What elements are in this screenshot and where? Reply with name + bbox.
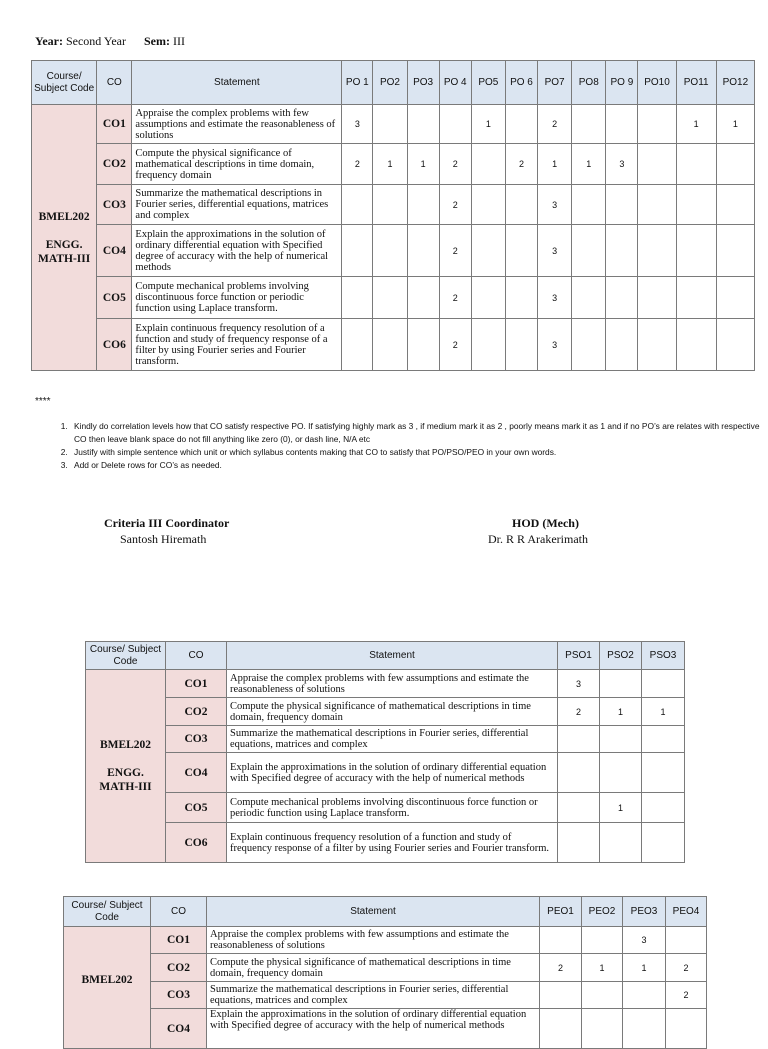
table-row [32,319,755,371]
co-code: CO1 [166,670,227,698]
pso-value: 2 [558,698,600,726]
co-code: CO2 [166,698,227,726]
po-value: 1 [572,144,606,185]
pso-header-row [86,642,685,670]
co-code: CO6 [97,319,132,371]
left-signatory-role: Criteria III Coordinator [104,516,230,530]
co-statement: Compute mechanical problems involving discontinuous force function or periodic function using Laplace transform. [227,793,558,823]
po-value: 2 [439,225,471,277]
po-value: 2 [505,144,537,185]
co-statement: Explain continuous frequency resolution of a function and study of frequency response of a filter by using Fourier series and Fourier transform. [132,319,342,371]
co-code: CO3 [151,982,207,1009]
po-value [572,277,606,319]
subject-name-line1: ENGG. [107,767,144,779]
po-header-row [32,61,755,105]
po-value [572,185,606,225]
co-statement: Explain continuous frequency resolution of a function and study of frequency response of a filter by using Fourier series and Fourier transform. [227,823,558,863]
instructions-list [52,420,760,472]
header-po5: PO5 [471,61,505,105]
co-code: CO1 [97,105,132,144]
header-po11: PO11 [676,61,716,105]
po-value [638,277,676,319]
po-value: 1 [716,105,754,144]
po-value: 2 [342,144,373,185]
peo-value [582,982,623,1009]
table-row [86,698,685,726]
header-co: CO [166,642,227,670]
header-course-code: Course/ Subject Code [86,642,166,670]
pso-table [85,641,685,863]
pso-value [558,823,600,863]
po-value [407,105,439,144]
po-value [676,277,716,319]
table-row [86,793,685,823]
po-value [407,185,439,225]
co-statement: Compute the physical significance of mathematical descriptions in time domain, frequency domain [132,144,342,185]
header-course-code: Course/ Subject Code [32,61,97,105]
po-value [676,185,716,225]
co-code: CO3 [97,185,132,225]
peo-value: 3 [623,927,666,954]
po-value [716,225,754,277]
peo-header-row [64,897,707,927]
sem-value: III [172,34,185,48]
pso-value [642,753,685,793]
po-value [373,319,407,371]
subject-name-line2: MATH-III [38,252,91,265]
pso-value [600,726,642,753]
header-peo1: PEO1 [540,897,582,927]
pso-value: 1 [642,698,685,726]
co-statement: Explain the approximations in the solution of ordinary differential equation with Specified degree of accuracy with the help of numerical methods [207,1009,540,1049]
po-value [606,319,638,371]
right-signatory-name: Dr. R R Arakerimath [488,532,588,546]
po-value [373,185,407,225]
co-code: CO4 [166,753,227,793]
header-po6: PO 6 [505,61,537,105]
po-value [471,144,505,185]
instruction-item: 3. Add or Delete rows for CO’s as needed. [70,459,760,472]
po-value [716,185,754,225]
po-value: 3 [538,319,572,371]
co-code: CO1 [151,927,207,954]
po-value [606,185,638,225]
header-peo3: PEO3 [623,897,666,927]
peo-value [540,982,582,1009]
po-value: 3 [606,144,638,185]
po-value [439,105,471,144]
peo-value [582,1009,623,1049]
co-statement: Appraise the complex problems with few assumptions and estimate the reasonableness of solutions [227,670,558,698]
po-value [407,277,439,319]
po-value [373,277,407,319]
table-row [64,927,707,954]
subject-name-line1: ENGG. [45,238,83,251]
po-value [572,319,606,371]
year-sem-line [35,34,185,49]
peo-value [623,1009,666,1049]
po-value: 1 [676,105,716,144]
po-value [505,105,537,144]
year-label: Year: [35,34,63,48]
co-statement: Appraise the complex problems with few assumptions and estimate the reasonableness of solutions [207,927,540,954]
po-value [471,319,505,371]
co-statement: Summarize the mathematical descriptions in Fourier series, differential equations, matrices and complex [207,982,540,1009]
po-value [373,225,407,277]
po-value [716,277,754,319]
header-statement: Statement [132,61,342,105]
subject-name-line2: MATH-III [99,781,152,793]
subject-cell [32,105,97,371]
pso-value [642,726,685,753]
co-code: CO5 [97,277,132,319]
po-value: 1 [373,144,407,185]
header-co: CO [97,61,132,105]
po-value [606,225,638,277]
co-statement: Summarize the mathematical descriptions in Fourier series, differential equations, matrices and complex [227,726,558,753]
peo-value: 2 [666,982,707,1009]
table-row [64,954,707,982]
po-value: 3 [342,105,373,144]
instruction-item: 2. Justify with simple sentence which unit or which syllabus contents making that CO to satisfy that PO/PSO/PEO in your own words. [70,446,760,459]
table-row [64,1009,707,1049]
po-value: 2 [439,319,471,371]
peo-table [63,896,707,1049]
table-row [32,185,755,225]
po-value [716,144,754,185]
po-value [606,105,638,144]
subject-cell [86,670,166,863]
table-row [86,753,685,793]
po-value [505,185,537,225]
po-value [342,225,373,277]
po-value [505,225,537,277]
po-value [638,185,676,225]
po-value: 2 [439,144,471,185]
pso-value [600,753,642,793]
po-value: 1 [471,105,505,144]
co-code: CO3 [166,726,227,753]
po-value [342,277,373,319]
po-value [638,225,676,277]
pso-value [558,793,600,823]
table-row [32,225,755,277]
header-po2: PO2 [373,61,407,105]
co-statement: Appraise the complex problems with few assumptions and estimate the reasonableness of solutions [132,105,342,144]
po-value [572,225,606,277]
table-row [32,105,755,144]
header-po4: PO 4 [439,61,471,105]
subject-code: BMEL202 [81,974,133,986]
po-value [638,144,676,185]
header-po9: PO 9 [606,61,638,105]
peo-value: 2 [666,954,707,982]
peo-value: 1 [623,954,666,982]
year-value: Second Year [65,34,126,48]
peo-value [582,927,623,954]
po-value: 1 [407,144,439,185]
peo-value [666,1009,707,1049]
left-signatory-name: Santosh Hiremath [120,532,207,546]
po-value [407,319,439,371]
po-value: 1 [538,144,572,185]
header-course-code: Course/ Subject Code [64,897,151,927]
header-pso3: PSO3 [642,642,685,670]
co-code: CO6 [166,823,227,863]
po-value [606,277,638,319]
po-value [676,225,716,277]
pso-value [558,753,600,793]
peo-value: 1 [582,954,623,982]
header-po8: PO8 [572,61,606,105]
co-code: CO4 [151,1009,207,1049]
header-pso1: PSO1 [558,642,600,670]
pso-value [642,793,685,823]
co-code: CO2 [151,954,207,982]
pso-value [600,823,642,863]
po-value [716,319,754,371]
po-value [638,105,676,144]
peo-value [666,927,707,954]
right-signatory-role: HOD (Mech) [512,516,579,530]
po-value [373,105,407,144]
header-po3: PO3 [407,61,439,105]
po-value: 3 [538,185,572,225]
table-row [32,277,755,319]
peo-value [540,927,582,954]
po-value [505,319,537,371]
po-value [676,319,716,371]
table-row [64,982,707,1009]
po-value: 3 [538,225,572,277]
co-statement: Explain the approximations in the solution of ordinary differential equation with Specified degree of accuracy with the help of numerical methods [132,225,342,277]
instruction-item: 1. Kindly do correlation levels how that CO satisfy respective PO. If satisfying highly mark as 3 , if medium mark it as 2 , poorly means mark it as 1 and if no PO’s are relates with respective CO then leave blank space do not fill anything like zero (0), or dash line, N/A etc [70,420,760,446]
table-row [86,726,685,753]
po-value: 2 [439,277,471,319]
po-table [31,60,755,371]
header-po1: PO 1 [342,61,373,105]
po-value [342,319,373,371]
po-value [572,105,606,144]
co-statement: Compute the physical significance of mathematical descriptions in time domain, frequency domain [207,954,540,982]
po-value [505,277,537,319]
header-po12: PO12 [716,61,754,105]
header-po7: PO7 [538,61,572,105]
peo-value [540,1009,582,1049]
co-statement: Summarize the mathematical descriptions in Fourier series, differential equations, matrices and complex [132,185,342,225]
pso-value: 3 [558,670,600,698]
table-row [32,144,755,185]
peo-value: 2 [540,954,582,982]
header-peo2: PEO2 [582,897,623,927]
sem-label: Sem: [143,34,170,48]
co-code: CO5 [166,793,227,823]
pso-value [642,823,685,863]
co-statement: Compute the physical significance of mathematical descriptions in time domain, frequency domain [227,698,558,726]
po-value [676,144,716,185]
separator-stars: **** [35,396,51,407]
po-value: 2 [538,105,572,144]
pso-value: 1 [600,698,642,726]
po-value: 3 [538,277,572,319]
po-value [407,225,439,277]
header-po10: PO10 [638,61,676,105]
subject-code: BMEL202 [38,210,90,223]
header-pso2: PSO2 [600,642,642,670]
po-value [471,277,505,319]
co-statement: Compute mechanical problems involving discontinuous force function or periodic function using Laplace transform. [132,277,342,319]
co-statement: Explain the approximations in the solution of ordinary differential equation with Specified degree of accuracy with the help of numerical methods [227,753,558,793]
pso-value: 1 [600,793,642,823]
subject-code: BMEL202 [99,739,152,751]
header-co: CO [151,897,207,927]
peo-value [623,982,666,1009]
header-peo4: PEO4 [666,897,707,927]
pso-value [642,670,685,698]
pso-value [558,726,600,753]
table-row [86,670,685,698]
header-statement: Statement [207,897,540,927]
table-row [86,823,685,863]
co-code: CO4 [97,225,132,277]
po-value [342,185,373,225]
pso-value [600,670,642,698]
po-value: 2 [439,185,471,225]
po-value [471,225,505,277]
po-value [471,185,505,225]
header-statement: Statement [227,642,558,670]
subject-cell [64,927,151,1049]
co-code: CO2 [97,144,132,185]
po-value [638,319,676,371]
